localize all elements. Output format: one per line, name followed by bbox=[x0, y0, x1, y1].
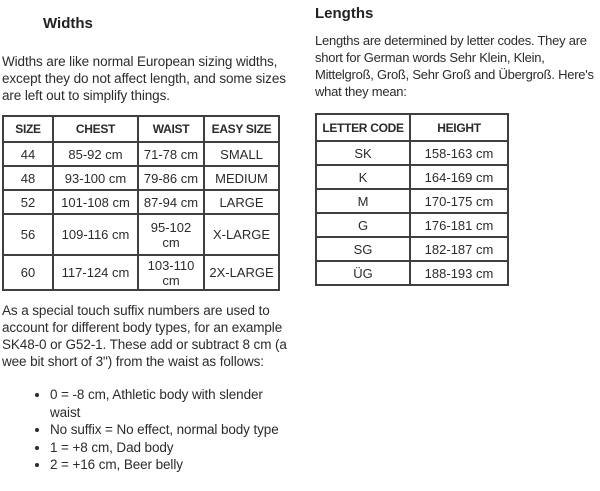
table-cell: LARGE bbox=[204, 190, 279, 214]
table-row bbox=[316, 237, 508, 261]
column-header: EASY SIZE bbox=[204, 116, 279, 142]
table-row bbox=[316, 213, 508, 237]
table-cell: 87-94 cm bbox=[138, 190, 204, 214]
lengths-table-body bbox=[316, 141, 508, 285]
table-cell: 2X-LARGE bbox=[204, 255, 279, 290]
table-cell: 101-108 cm bbox=[53, 190, 138, 214]
table-cell: 176-181 cm bbox=[410, 213, 508, 237]
widths-heading: Widths bbox=[43, 15, 93, 32]
table-cell: 60 bbox=[3, 255, 53, 290]
column-header: HEIGHT bbox=[410, 114, 508, 141]
table-cell: SG bbox=[316, 237, 410, 261]
table-cell: M bbox=[316, 189, 410, 213]
table-cell: 117-124 cm bbox=[53, 255, 138, 290]
column-header: LETTER CODE bbox=[316, 114, 410, 141]
table-cell: 71-78 cm bbox=[138, 142, 204, 166]
table-cell: 85-92 cm bbox=[53, 142, 138, 166]
widths-table-head bbox=[3, 116, 279, 142]
table-cell: SK bbox=[316, 141, 410, 165]
widths-section bbox=[2, 0, 292, 474]
table-cell: SMALL bbox=[204, 142, 279, 166]
table-cell: MEDIUM bbox=[204, 166, 279, 190]
table-row bbox=[3, 190, 279, 214]
table-cell: 44 bbox=[3, 142, 53, 166]
table-row bbox=[316, 261, 508, 285]
table-header-row bbox=[3, 116, 279, 142]
column-header: CHEST bbox=[53, 116, 138, 142]
column-header: WAIST bbox=[138, 116, 204, 142]
table-cell: 188-193 cm bbox=[410, 261, 508, 285]
table-row bbox=[316, 165, 508, 189]
lengths-section bbox=[315, 0, 597, 286]
table-row bbox=[3, 166, 279, 190]
table-cell: K bbox=[316, 165, 410, 189]
suffix-note: As a special touch suffix numbers are used to account for different body types, for an example SK48-0 or G52-1. These add or subtract 8 cm (a wee bit short of 3") from the waist as follows: bbox=[2, 303, 287, 369]
table-cell: 95-102 cm bbox=[138, 214, 204, 255]
lengths-table-head bbox=[316, 114, 508, 141]
table-cell: 182-187 cm bbox=[410, 237, 508, 261]
table-cell: 93-100 cm bbox=[53, 166, 138, 190]
suffix-bullet-list bbox=[2, 386, 292, 474]
table-cell: 109-116 cm bbox=[53, 214, 138, 255]
list-item: • 0 = -8 cm, Athletic body with slender waist bbox=[50, 386, 292, 421]
table-row bbox=[316, 141, 508, 165]
list-item: • 2 = +16 cm, Beer belly bbox=[50, 456, 292, 474]
table-cell: 56 bbox=[3, 214, 53, 255]
widths-intro: Widths are like normal European sizing widths, except they do not affect length, and some sizes are left out to simplify things. bbox=[2, 54, 286, 103]
table-row bbox=[316, 189, 508, 213]
lengths-table bbox=[315, 113, 509, 286]
table-cell: 52 bbox=[3, 190, 53, 214]
lengths-heading: Lengths bbox=[315, 5, 374, 22]
table-cell: G bbox=[316, 213, 410, 237]
widths-table bbox=[2, 115, 280, 291]
table-cell: 164-169 cm bbox=[410, 165, 508, 189]
lengths-intro: Lengths are determined by letter codes. They are short for German words Sehr Klein, Klein, Mittelgroß, Groß, Sehr Groß and Übergroß. Here's what they mean: bbox=[315, 33, 594, 99]
table-cell: 48 bbox=[3, 166, 53, 190]
widths-table-body bbox=[3, 142, 279, 290]
list-item: • No suffix = No effect, normal body type bbox=[50, 421, 292, 439]
table-row bbox=[3, 214, 279, 255]
table-cell: 158-163 cm bbox=[410, 141, 508, 165]
table-header-row bbox=[316, 114, 508, 141]
table-row bbox=[3, 142, 279, 166]
table-cell: ÜG bbox=[316, 261, 410, 285]
table-cell: X-LARGE bbox=[204, 214, 279, 255]
list-item: • 1 = +8 cm, Dad body bbox=[50, 439, 292, 457]
table-cell: 103-110 cm bbox=[138, 255, 204, 290]
column-header: SIZE bbox=[3, 116, 53, 142]
table-row bbox=[3, 255, 279, 290]
table-cell: 79-86 cm bbox=[138, 166, 204, 190]
table-cell: 170-175 cm bbox=[410, 189, 508, 213]
